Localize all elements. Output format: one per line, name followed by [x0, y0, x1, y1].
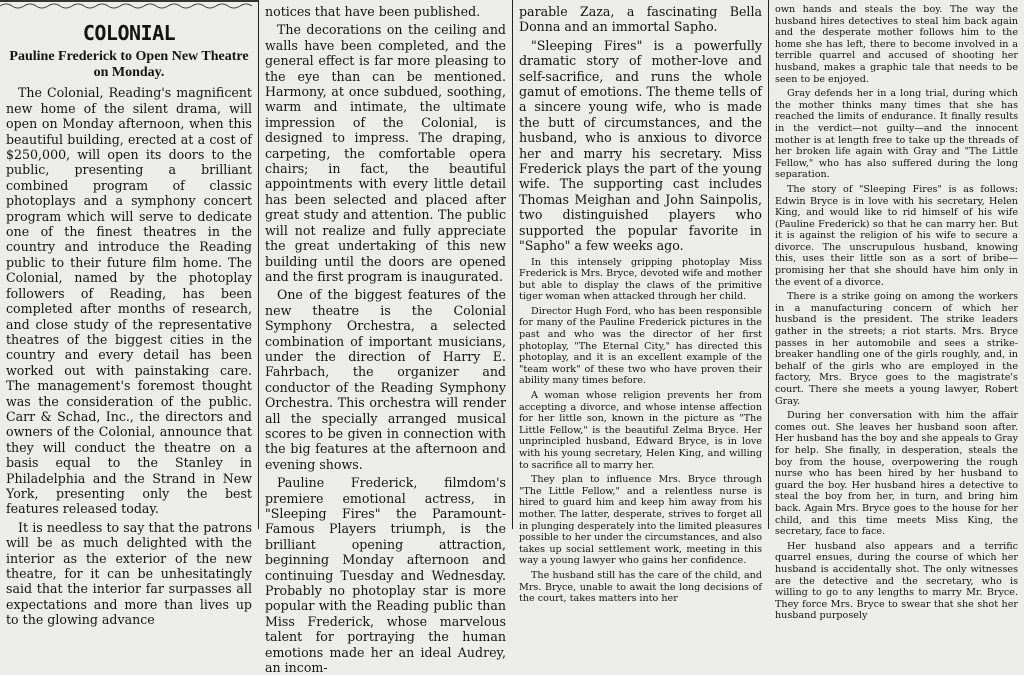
article-paragraph: It is needless to say that the patrons will be as much delighted with the interior as the exterior of the new theatre, for it can be unhesitatingly said that the interior far surpasses all expectations and more than lives up to the glowing advance: [6, 519, 252, 628]
column-1: [0, 0, 258, 628]
article-paragraph: notices that have been published.: [265, 4, 481, 19]
article-paragraph: One of the biggest features of the new theatre is the Colonial Symphony Orchestra, a selected combination of important musicians, under the direction of Harry E. Fahrbach, the organizer and conductor of the Reading Symphony Orchestra. This orchestra will render all the specially arranged musical scores to be given in connection with the big features at the afternoon and evening shows.: [265, 287, 506, 472]
article-paragraph: The story of "Sleeping Fires" is as follows: Edwin Bryce is in love with his secretary, Helen King, and would like to rid himself of his wife (Pauline Frederick) so that he can marry her. But it is against the religion of his wife to secure a divorce. The unscrupulous husband, knowing this, uses their little son as a sort of bribe—promising her that she should have him only in the event of a divorce.: [775, 183, 1018, 288]
article-paragraph: A woman whose religion prevents her from accepting a divorce, and whose intense affection for her little son, known in the picture as "The Little Fellow," is the beautiful Zelma Bryce. Her unprincipled husband, Edward Bryce, is in love with his young secretary, Helen King, and willing to sacrifice all to marry her.: [519, 390, 762, 471]
article-paragraph: parable Zaza, a fascinating Bella Donna and an immortal Sapho.: [519, 4, 762, 35]
article-paragraph: Director Hugh Ford, who has been responsible for many of the Pauline Frederick pictures in the past and who was the director of her first photoplay, "The Eternal City," has directed this photoplay, and it is an excellent example of the "team work" of these two who have proven their ability many times before.: [519, 305, 762, 387]
article-paragraph: "Sleeping Fires" is a powerfully dramatic story of mother-love and self-sacrifice, and runs the whole gamut of emotions. The theme tells of a sincere young wife, who is made the butt of circumstances, and the husband, who is anxious to divorce her and marry his secretary. Miss Frederick plays the part of the young wife. The supporting cast includes Thomas Meighan and John Sainpolis, two distinguished players who supported the popular favorite in "Sapho" a few weeks ago.: [519, 37, 762, 254]
article-paragraph: Gray defends her in a long trial, during which the mother thinks many times that she has reached the limits of endurance. It finally results in the verdict—not guilty—and the innocent mother is at length free to take up the threads of her broken life again with Gray and "The Little Fellow," who has also suffered during the long separation.: [775, 88, 1018, 181]
article-paragraph: The Colonial, Reading's magnificent new home of the silent drama, will open on Monday afternoon, when this beautiful building, erected at a cost of $250,000, will open its doors to the public, presenting a brilliant combined program of classic photoplays and a symphony concert program which will serve to dedicate one of the finest theatres in the country and introduce the Reading public to their future film home. The Colonial, named by the photoplay followers of Reading, has been completed after months of research, and close study of the representative theatres of the biggest cities in the country and every detail has been worked out with painstaking care. The management's foremost thought was the consideration of the public. Carr & Schad, Inc., the directors and owners of the Colonial, announce that they will conduct the theatre on a basis equal to the Stanley in Philadelphia and the Strand in New York, presenting only the best features released today.: [6, 85, 252, 517]
column-2: [259, 0, 512, 675]
heading-colonial: COLONIAL: [82, 21, 176, 45]
article-paragraph: own hands and steals the boy. The way the husband hires detectives to steal him back again and the desperate mother follows him to the home she has left, there to become involved in a terrible quarrel and accused of shooting her husband, makes a graphic tale that needs to be seen to be enjoyed.: [775, 4, 1018, 85]
article-paragraph: During her conversation with him the affair comes out. She leaves her husband soon after. Her husband has the boy and she appeals to Gray for help. She finally, in desperation, steals the boy from the house, overpowering the rough nurse who has been hired by her husband to guard the boy. Her husband hires a detective to steal the boy from her, in turn, and bring him back. Again Mrs. Bryce goes to the house for her child, and this time meets Miss King, the secretary, face to face.: [775, 410, 1018, 538]
column-4: [769, 0, 1024, 622]
article-paragraph: Her husband also appears and a terrific quarrel ensues, during the course of which her husband is accidentally shot. The only witnesses are the detective and the secretary, who is willing to go to any lengths to marry Mr. Bryce. They force Mrs. Bryce to swear that she shot her husband purposely: [775, 540, 1018, 622]
article-paragraph: They plan to influence Mrs. Bryce through "The Little Fellow," and a relentless nurse is hired to guard him and keep him away from his mother. The latter, desperate, strives to forget all in plunging desperately into the limited pleasures possible to her under the circumstances, and also takes up social settlement work, meeting in this way a young lawyer who gains her confidence.: [519, 474, 762, 567]
article-paragraph: The decorations on the ceiling and walls have been completed, and the general effect is far more pleasing to the eye than can be mentioned. Harmony, at once subdued, soothing, warm and intimate, the ultimate impression of the Colonial, is designed to impress. The draping, carpeting, the comfortable opera chairs; in fact, the beautiful appointments with every little detail has been selected and placed after great study and attention. The public will not realize and fully appreciate the great undertaking of this new building until the doors are opened and the first program is inaugurated.: [265, 22, 506, 284]
article-paragraph: In this intensely gripping photoplay Miss Frederick is Mrs. Bryce, devoted wife and mother but able to display the claws of the primitive tiger woman when attacked through her child.: [519, 256, 762, 303]
article-paragraph: The husband still has the care of the child, and Mrs. Bryce, unable to await the long decisions of the court, takes matters into her: [519, 569, 762, 605]
subheading: Pauline Frederick to Open New Theatre on Monday.: [9, 49, 249, 81]
column-3: [513, 0, 768, 605]
article-paragraph: There is a strike going on among the workers in a manufacturing concern of which her husband is the president. The strike leaders gather in the streets; a riot starts. Mrs. Bryce passes in her automobile and sees a strike-breaker handling one of the girls roughly, and, in behalf of the girls who are employed in the factory, Mrs. Bryce goes to the magistrate's court. There she meets a young lawyer, Robert Gray.: [775, 291, 1018, 407]
article-paragraph: Pauline Frederick, filmdom's premiere emotional actress, in "Sleeping Fires" the Paramount-Famous Players triumph, is the brilliant opening attraction, beginning Monday afternoon and continuing Tuesday and Wednesday. Probably no photoplay star is more popular with the Reading public than Miss Frederick, whose marvelous talent for portraying the human emotions made her an ideal Audrey, an incom-: [265, 475, 506, 675]
